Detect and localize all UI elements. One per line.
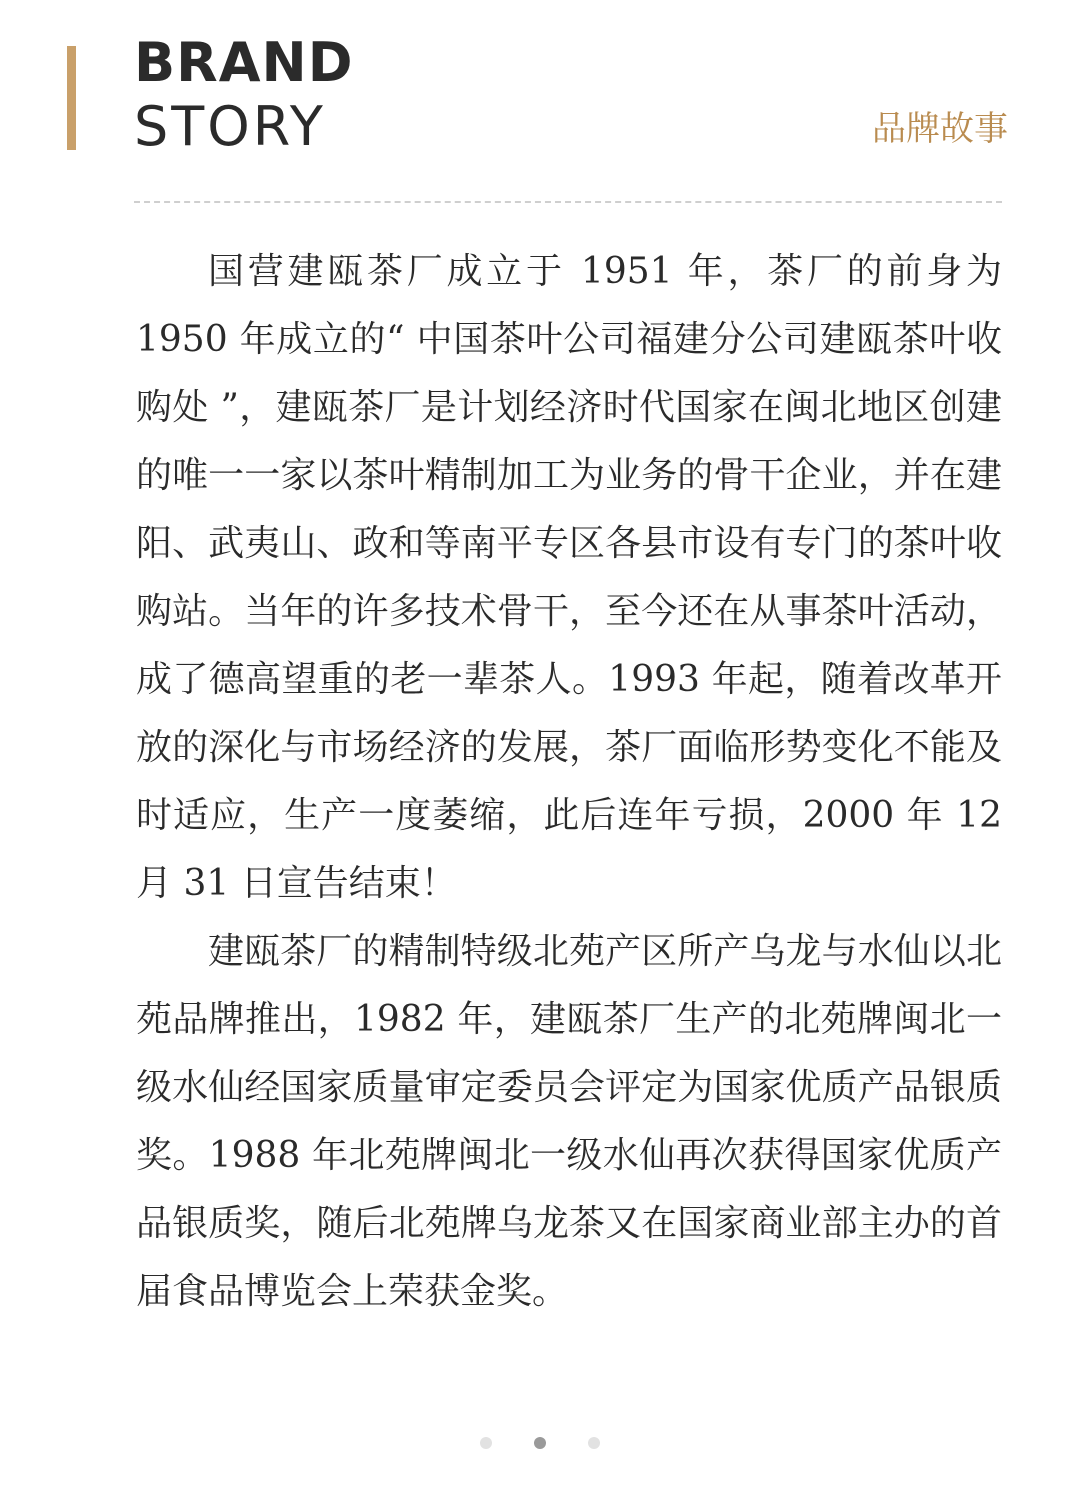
subtitle-brand-story-cn: 品牌故事 xyxy=(872,109,1008,149)
page-indicator xyxy=(0,1437,1080,1449)
page-dot-3[interactable] xyxy=(588,1437,600,1449)
brand-story-content xyxy=(136,238,1002,1326)
accent-bar xyxy=(67,46,76,150)
dashed-divider xyxy=(134,201,1002,203)
title-brand: BRAND xyxy=(134,31,354,94)
story-paragraph-2: 建瓯茶厂的精制特级北苑产区所产乌龙与水仙以北苑品牌推出，1982 年，建瓯茶厂生产的北苑牌闽北一级水仙经国家质量审定委员会评定为国家优质产品银质奖。1988 年北苑牌闽北一级水仙再次获得国家优质产品银质奖，随后北苑牌乌龙茶又在国家商业部主办的首届食品博览会上荣获金奖。 xyxy=(136,931,1002,1312)
page-dot-1[interactable] xyxy=(480,1437,492,1449)
title-story: STORY xyxy=(134,95,326,158)
story-paragraph-1: 国营建瓯茶厂成立于 1951 年，茶厂的前身为 1950 年成立的“ 中国茶叶公司福建分公司建瓯茶叶收购处 ”，建瓯茶厂是计划经济时代国家在闽北地区创建的唯一一家以茶叶精制加工为业务的骨干企业，并在建阳、武夷山、政和等南平专区各县市设有专门的茶叶收购站。当年的许多技术骨干，至今还在从事茶叶活动，成了德高望重的老一辈茶人。1993 年起，随着改革开放的深化与市场经济的发展，茶厂面临形势变化不能及时适应，生产一度萎缩，此后连年亏损，2000 年 12 月 31 日宣告结束！ xyxy=(136,251,1002,904)
page-dot-2-active[interactable] xyxy=(534,1437,546,1449)
